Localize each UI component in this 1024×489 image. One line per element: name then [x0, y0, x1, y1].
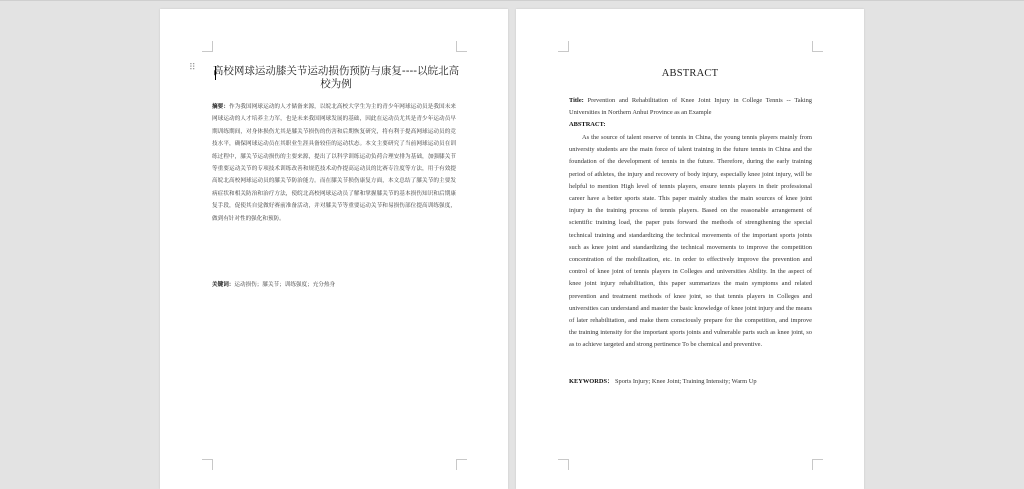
- abstract-heading[interactable]: ABSTRACT: [661, 68, 719, 79]
- title-text: Prevention and Rehabilitation of Knee Joint Injury in College Tennis -- Taking Universities in Northern Anhui Province as an Example: [569, 97, 812, 117]
- toolbar-edge: [0, 0, 1024, 1]
- keywords-label: 关键词：: [212, 282, 235, 288]
- document-page-2[interactable]: [516, 9, 864, 489]
- margin-corner-marker: [202, 459, 213, 470]
- document-page-1[interactable]: [160, 9, 508, 489]
- margin-corner-marker: [812, 459, 823, 470]
- english-title[interactable]: [569, 95, 812, 119]
- abstract-text: 作为我国网球运动的人才储备来源，以皖北高校大学生为主的青少年网球运动员是我国未来网球运动的人才培养主力军，也是未来我国网球发展的基础，因此在运动员尤其是青少年运动员早期训练期间，对身体损伤尤其是膝关节损伤的伤害和后期恢复研究，将有利于提高网球运动员的竞技水平，确保网球运动员在其职业生涯具备较佳的运动状态。本文主要研究了当前网球运动员在训练过程中，膝关节运动损伤的主要来源，提出了以科学训练运动负荷合理安排为基础，加强膝关节等重要运动关节的专项技术训练改善和规范技术动作提高运动员的比赛专注度等方法，用于有效提高皖北高校网球运动员的膝关节防治能力。而在膝关节损伤康复方面，本文总结了膝关节的主要发病症状和相关防治和治疗方法，使皖北高校网球运动员了解和掌握膝关节的基本损伤知识和后期康复手段，促使其自觉做好赛前准备活动，并对膝关节等重要运动关节和易损伤部位提高训练强度，做到有针对性的强化和预防。: [212, 104, 456, 222]
- chinese-title[interactable]: 高校网球运动膝关节运动损伤预防与康复----以皖北高校为例: [212, 65, 460, 90]
- chinese-abstract[interactable]: [212, 101, 456, 225]
- english-abstract[interactable]: As the source of talent reserve of tennis in China, the young tennis players mainly from university students are the main force of talent training in the future tennis in China and the foundation of the development of tennis in the future. Therefore, during the early training period of athletes, the injury and recovery of body injury, especially knee joint injury, will be helpful to mention High level of tennis players, ensure tennis players in their professional career have a better sports state. This paper mainly studies the main sources of knee joint injury in the training process of tennis players. Based on the reasonable arrangement of scientific training load, the paper puts forward the methods of strengthening the special technical training and standardizing the technical movements of the important sports joints such as knee joint and standardizing the technical movements to improve the competition concentration of the mobilization, etc. in order to effectively improve the prevention and control of knee joint of tennis players in Colleges and universities Ability. In the aspect of knee joint injury rehabilitation, this paper summarizes the main symptoms and related prevention and treatment methods of knee joint, so that tennis players in Colleges and universities can understand and master the basic knowledge of knee joint injury and the means of later rehabilitation, and make them consciously prepare for the competition, and improve the training intensity for the important sports joints and vulnerable parts such as knee joint, so as to achieve targeted and strong pertinence To be chemical and preventive.: [569, 134, 812, 349]
- drag-handle-icon[interactable]: ⠿: [189, 63, 197, 73]
- margin-corner-marker: [812, 41, 823, 52]
- margin-corner-marker: [456, 459, 467, 470]
- chinese-keywords[interactable]: [212, 280, 456, 290]
- margin-corner-marker: [456, 41, 467, 52]
- english-keywords[interactable]: [569, 377, 812, 387]
- keywords-text: 运动损伤；膝关节；训练强度；充分热身: [234, 282, 336, 288]
- margin-corner-marker: [202, 41, 213, 52]
- margin-corner-marker: [558, 459, 569, 470]
- abstract-label: 摘要：: [212, 104, 230, 110]
- keywords-text: Sports Injury; Knee Joint; Training Intensity; Warm Up: [613, 378, 757, 385]
- keywords-label: KEYWORDS：: [569, 378, 614, 385]
- title-label: Title:: [569, 97, 584, 104]
- abstract-label[interactable]: ABSTRACT:: [569, 121, 606, 128]
- margin-corner-marker: [558, 41, 569, 52]
